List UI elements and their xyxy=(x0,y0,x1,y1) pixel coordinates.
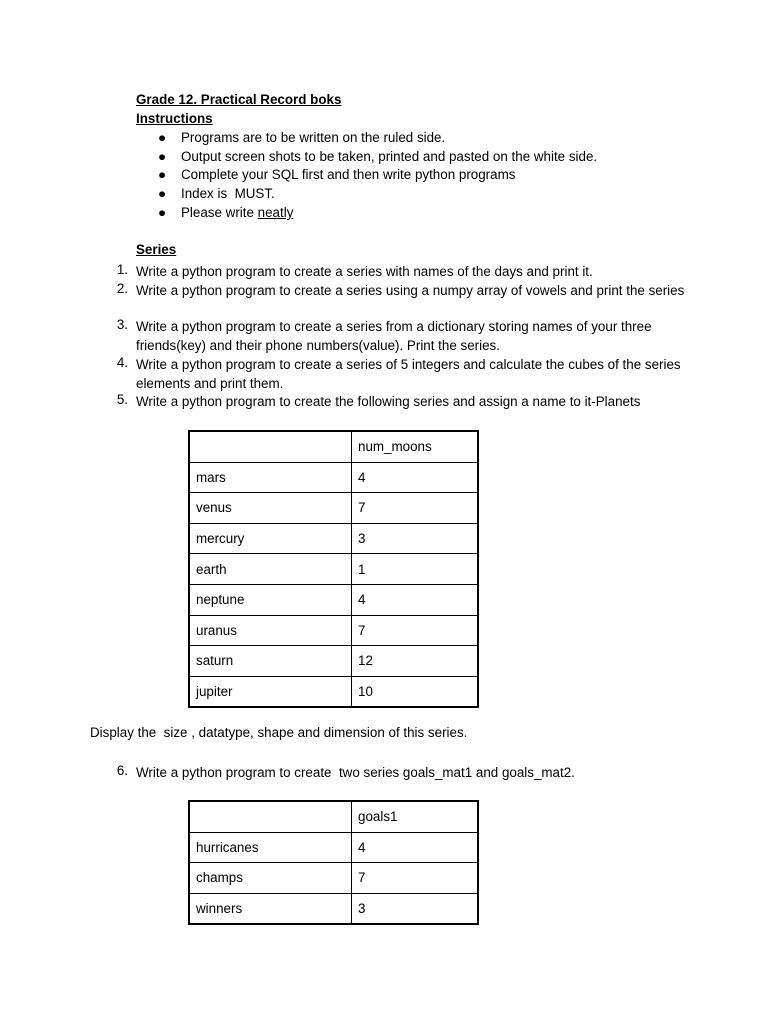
item-text: Write a python program to create two series goals_mat1 and goals_mat2. xyxy=(136,765,575,780)
table-cell: 3 xyxy=(352,893,479,924)
table-cell: 4 xyxy=(352,462,479,493)
item-number: 1. xyxy=(116,262,128,277)
table-row xyxy=(189,493,478,524)
bullet-icon: ● xyxy=(158,205,167,220)
instruction-text: Index is MUST. xyxy=(181,186,275,201)
table-row xyxy=(189,863,478,894)
item-text: Write a python program to create a series of 5 integers and calculate the cubes of the series elements and print them. xyxy=(136,357,681,391)
table-cell: champs xyxy=(189,863,352,894)
bullet-icon: ● xyxy=(158,149,167,164)
display-instruction: Display the size , datatype, shape and dimension of this series. xyxy=(90,725,468,740)
table-row xyxy=(189,646,478,677)
table-cell: venus xyxy=(189,493,352,524)
instruction-text: Output screen shots to be taken, printed and pasted on the white side. xyxy=(181,149,598,164)
planets-table xyxy=(188,430,479,708)
instruction-prefix: Please write xyxy=(181,205,258,220)
bullet-icon: ● xyxy=(158,186,167,201)
table-cell: 4 xyxy=(352,832,479,863)
table-cell: neptune xyxy=(189,584,352,615)
item-text: Write a python program to create a series with names of the days and print it. xyxy=(136,264,593,279)
table-header-row xyxy=(189,431,478,462)
table-cell: 7 xyxy=(352,493,479,524)
table-row xyxy=(189,893,478,924)
table-cell: uranus xyxy=(189,615,352,646)
table-cell: saturn xyxy=(189,646,352,677)
item-text: Write a python program to create a series from a dictionary storing names of your three friends(key) and their phone numbers(value). Print the series. xyxy=(136,319,652,353)
table-row xyxy=(189,554,478,585)
item-text: Write a python program to create a series using a numpy array of vowels and print the series xyxy=(136,283,685,298)
table-cell: earth xyxy=(189,554,352,585)
instruction-text: Programs are to be written on the ruled side. xyxy=(181,130,446,145)
table-header-row xyxy=(189,801,478,832)
table-cell: winners xyxy=(189,893,352,924)
table-cell: mars xyxy=(189,462,352,493)
table-row xyxy=(189,523,478,554)
table-cell: 4 xyxy=(352,584,479,615)
item-number: 5. xyxy=(116,392,128,407)
table-row xyxy=(189,584,478,615)
item-number: 2. xyxy=(116,281,128,296)
item-text: Write a python program to create the following series and assign a name to it-Planets xyxy=(136,394,641,409)
table-row xyxy=(189,676,478,707)
table-cell: 10 xyxy=(352,676,479,707)
series-heading: Series xyxy=(136,242,177,257)
table-header-cell: num_moons xyxy=(352,431,479,462)
table-row xyxy=(189,462,478,493)
bullet-icon: ● xyxy=(158,130,167,145)
table-header-cell: goals1 xyxy=(352,801,479,832)
underlined-word: neatly xyxy=(257,205,294,220)
table-row xyxy=(189,615,478,646)
goals-table xyxy=(188,800,479,925)
instruction-text xyxy=(181,205,293,220)
item-number: 3. xyxy=(116,317,128,332)
item-number: 6. xyxy=(116,763,128,778)
instructions-heading: Instructions xyxy=(136,111,213,126)
table-header-cell xyxy=(189,431,352,462)
table-row xyxy=(189,832,478,863)
table-cell: jupiter xyxy=(189,676,352,707)
table-cell: mercury xyxy=(189,523,352,554)
table-cell: hurricanes xyxy=(189,832,352,863)
item-number: 4. xyxy=(116,355,128,370)
table-cell: 3 xyxy=(352,523,479,554)
table-cell: 12 xyxy=(352,646,479,677)
table-cell: 1 xyxy=(352,554,479,585)
table-cell: 7 xyxy=(352,615,479,646)
table-cell: 7 xyxy=(352,863,479,894)
table-header-cell xyxy=(189,801,352,832)
bullet-icon: ● xyxy=(158,167,167,182)
instruction-text: Complete your SQL first and then write python programs xyxy=(181,167,516,182)
page-title: Grade 12. Practical Record boks xyxy=(136,92,342,107)
